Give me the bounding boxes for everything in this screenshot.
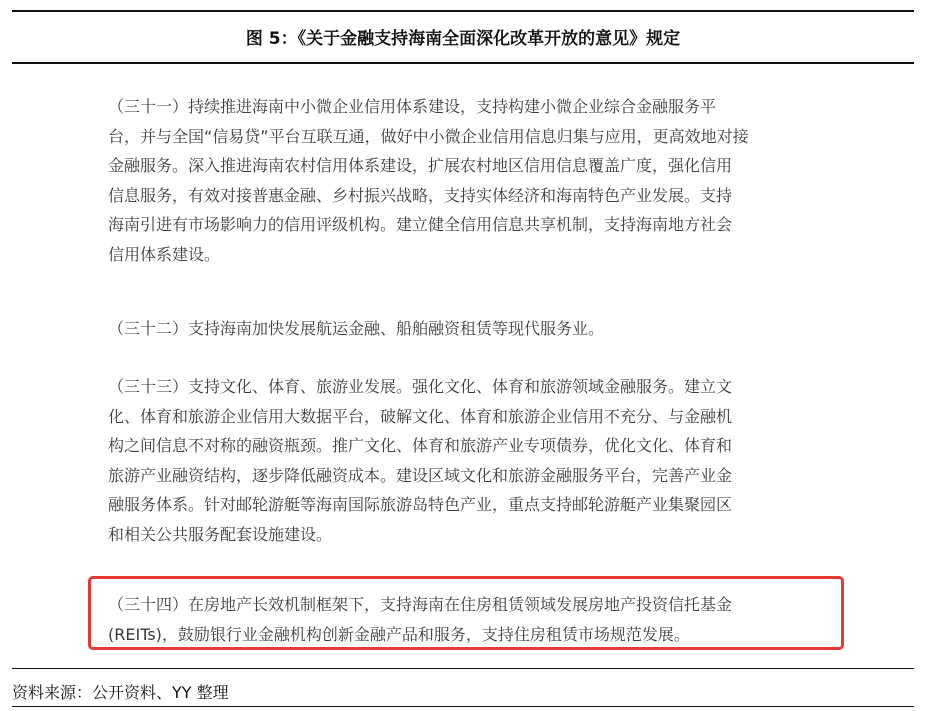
text-line: 信用体系建设。 — [108, 244, 221, 264]
source-note: 资料来源：公开资料、YY 整理 — [12, 683, 229, 702]
text-line: （三十一）持续推进海南中小微企业信用体系建设，支持构建小微企业综合金融服务平 — [108, 97, 717, 116]
top-rule — [12, 10, 914, 12]
text-line: 化、体育和旅游企业信用大数据平台，破解文化、体育和旅游企业信用不充分、与金融机 — [108, 406, 733, 426]
text-line: 旅游产业融资结构，逐步降低融资成本。建设区域文化和旅游金融服务平台，完善产业金 — [108, 465, 733, 485]
text-line: 构之间信息不对称的融资瓶颈。推广文化、体育和旅游产业专项债券，优化文化、体育和 — [108, 436, 733, 455]
highlight-box — [88, 576, 844, 650]
text-line: （三十三）支持文化、体育、旅游业发展。强化文化、体育和旅游领域金融服务。建立文 — [108, 377, 733, 396]
text-line: (REITs)，鼓励银行业金融机构创新金融产品和服务，支持住房租赁市场规范发展。 — [108, 624, 690, 644]
source-top-rule — [12, 668, 914, 669]
text-line: 融服务体系。针对邮轮游艇等海南国际旅游岛特色产业，重点支持邮轮游艇产业集聚园区 — [108, 495, 733, 514]
paragraph-32 — [108, 314, 604, 344]
text-line: 金融服务。深入推进海南农村信用体系建设，扩展农村地区信用信息覆盖广度，强化信用 — [108, 156, 733, 175]
text-line: 台，并与全国“信易贷”平台互联互通，做好中小微企业信用信息归集与应用，更高效地对接 — [108, 126, 749, 146]
text-line: 和相关公共服务配套设施建设。 — [108, 524, 333, 544]
paragraph-33 — [108, 372, 732, 549]
text-line: 海南引进有市场影响力的信用评级机构。建立健全信用信息共享机制，支持海南地方社会 — [108, 215, 733, 234]
figure-title: 图 5：《关于金融支持海南全面深化改革开放的意见》规定 — [245, 29, 681, 49]
text-line: （三十二）支持海南加快发展航运金融、船舶融资租赁等现代服务业。 — [108, 319, 605, 338]
title-rule — [12, 62, 914, 64]
paragraph-31 — [108, 92, 749, 269]
text-line: （三十四）在房地产长效机制框架下，支持海南在住房租赁领域发展房地产投资信托基金 — [108, 595, 733, 614]
source-bottom-rule — [12, 706, 914, 707]
text-line: 信息服务，有效对接普惠金融、乡村振兴战略，支持实体经济和海南特色产业发展。支持 — [108, 185, 733, 205]
